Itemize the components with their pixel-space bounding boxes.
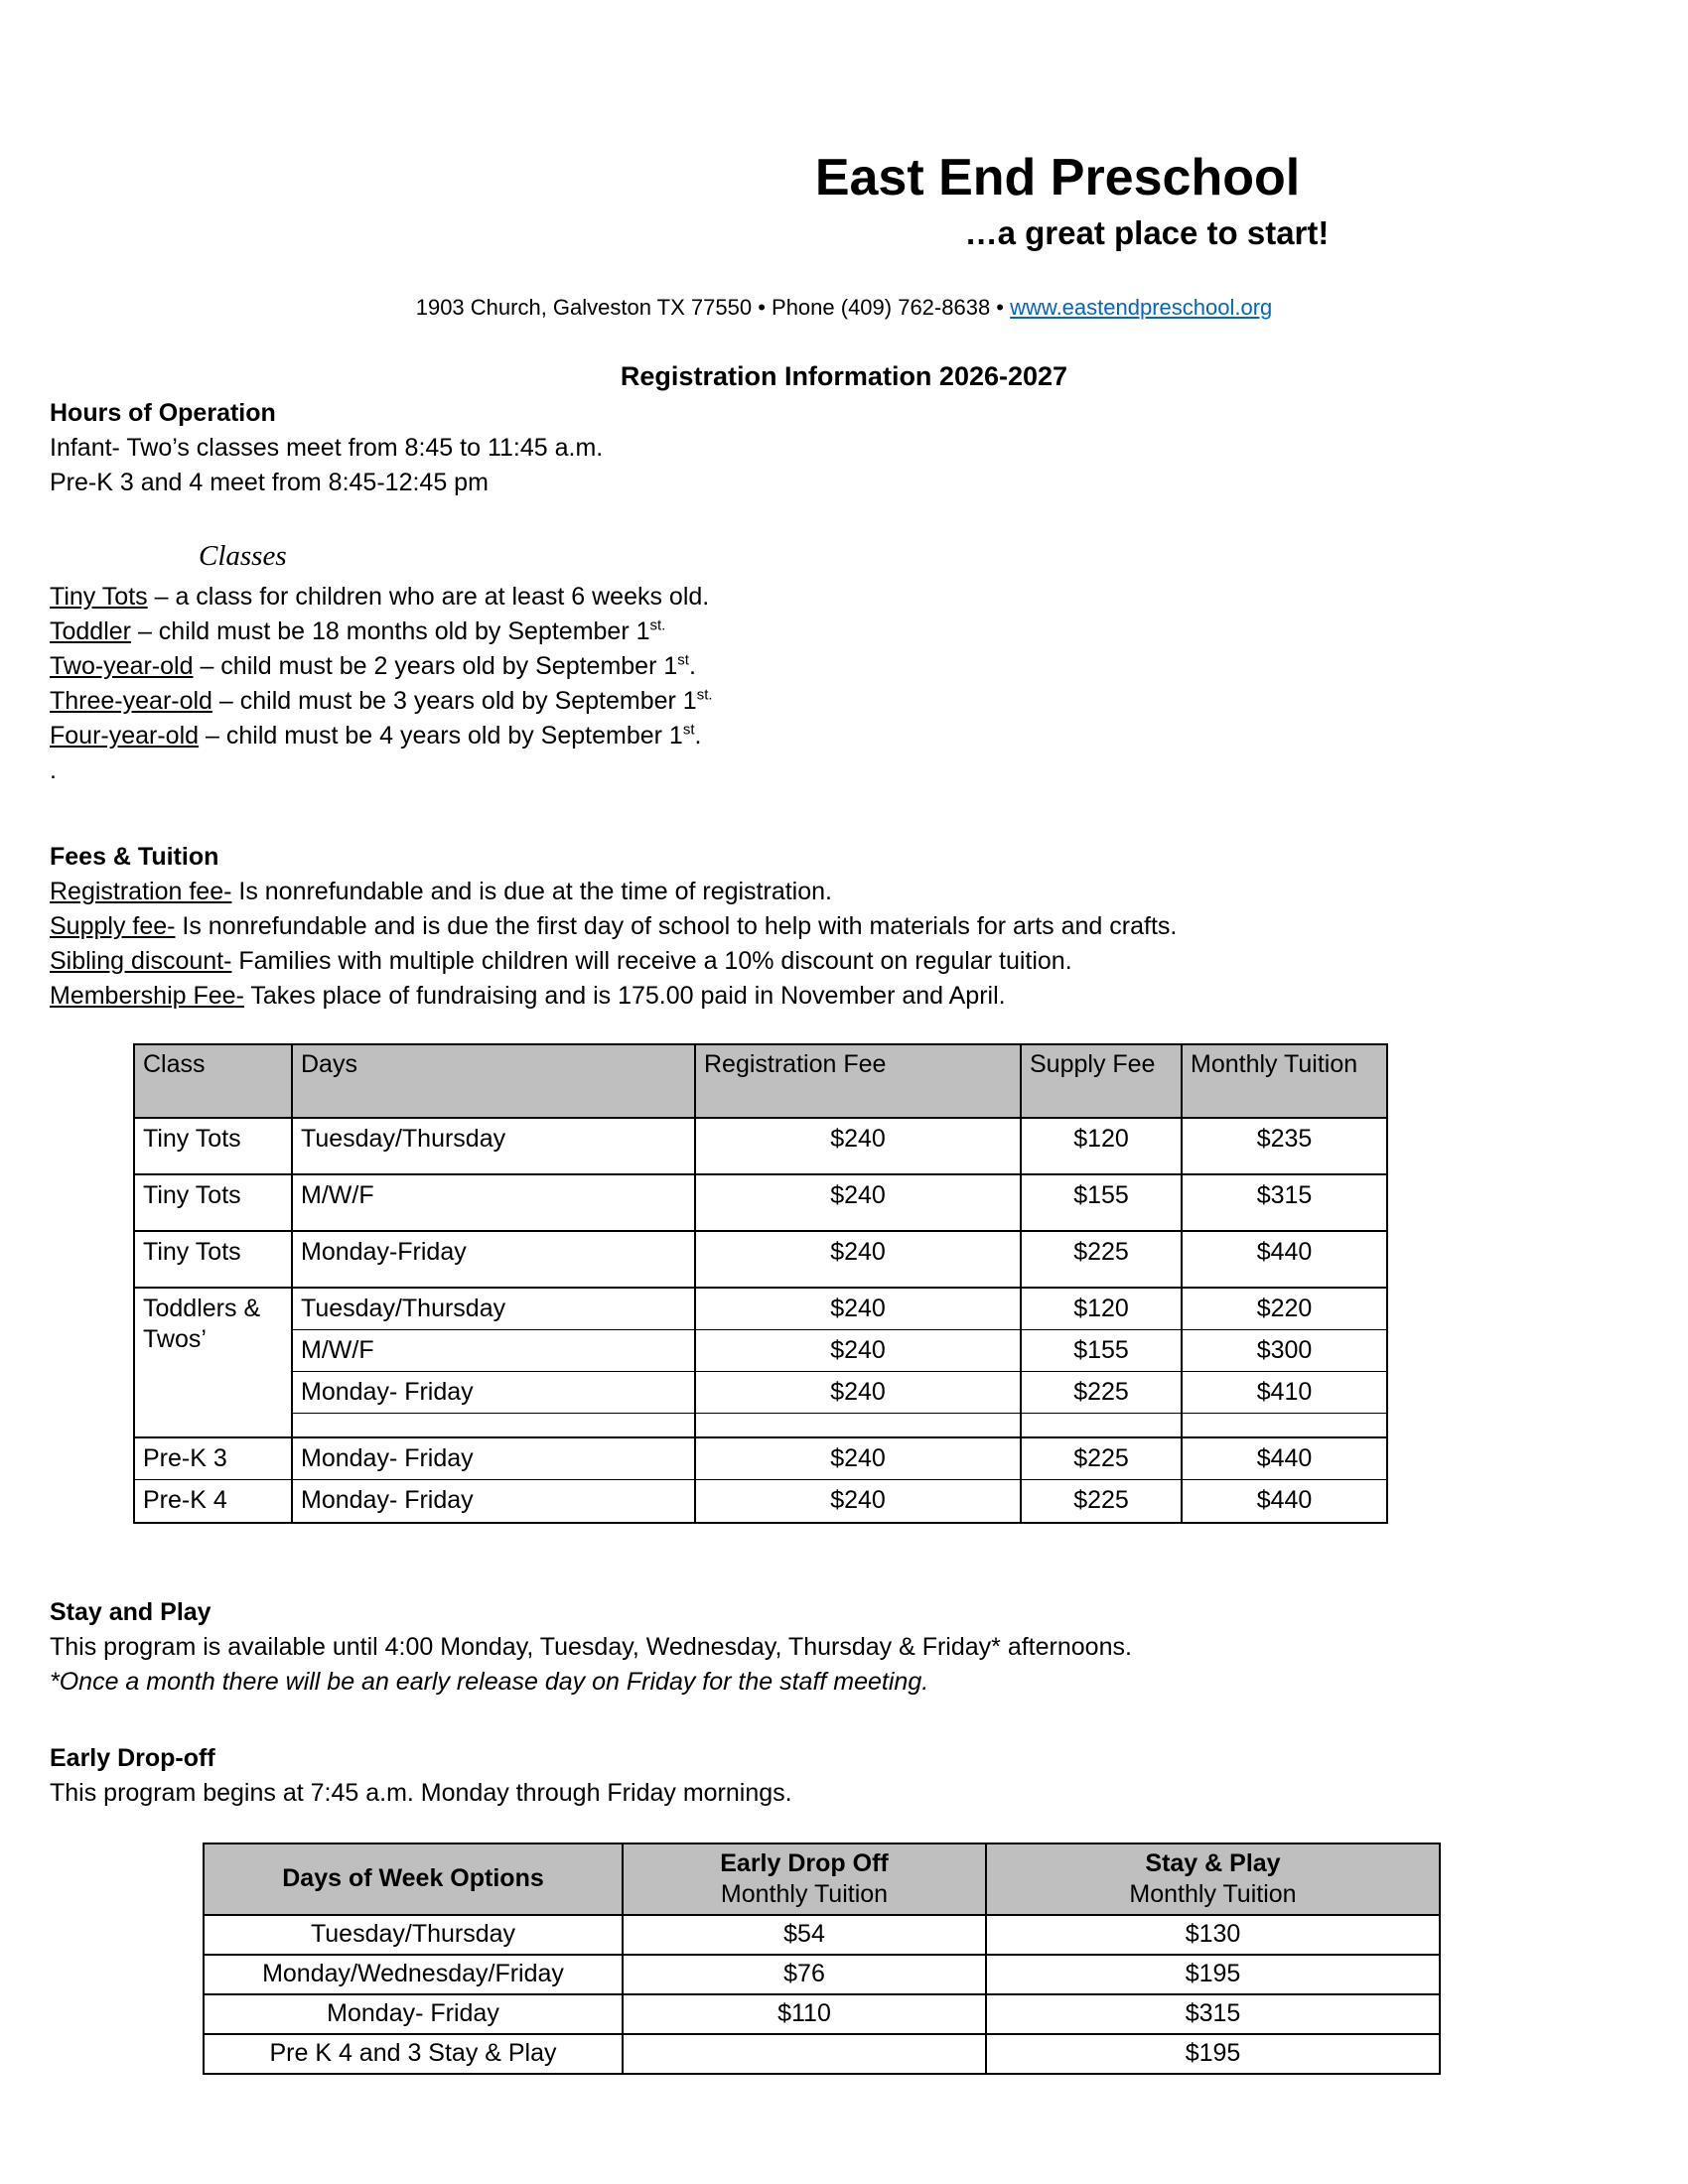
table-row <box>204 2034 1440 2074</box>
table-row <box>204 1915 1440 1955</box>
cell-registration-fee: $240 <box>695 1288 1021 1330</box>
cell-class-toddlers-twos: Toddlers & Twos’ <box>134 1288 292 1437</box>
table-spacer-row <box>134 1414 1387 1437</box>
ordinal-suffix: st <box>682 721 695 739</box>
cell-monthly-tuition: $440 <box>1182 1231 1387 1288</box>
fee-term: Registration fee- <box>50 878 232 905</box>
cell-class: Tiny Tots <box>134 1118 292 1174</box>
cell-empty <box>1021 1414 1182 1437</box>
cell-supply-fee: $225 <box>1021 1231 1182 1288</box>
cell-registration-fee: $240 <box>695 1480 1021 1523</box>
table-row <box>134 1437 1387 1480</box>
header-text: Stay & Play <box>1145 1848 1281 1877</box>
col-header-monthly-tuition: Monthly Tuition <box>1182 1044 1387 1118</box>
cell-supply-fee: $225 <box>1021 1437 1182 1480</box>
class-text: – child must be 4 years old by September 1 <box>199 722 683 750</box>
cell-empty <box>1182 1414 1387 1437</box>
fee-item-membership <box>50 979 1638 1014</box>
early-dropoff-heading: Early Drop-off <box>50 1743 215 1772</box>
cell-monthly-tuition: $235 <box>1182 1118 1387 1174</box>
website-link[interactable]: www.eastendpreschool.org <box>1010 295 1273 320</box>
fee-text: Is nonrefundable and is due at the time of registration. <box>231 878 832 905</box>
class-item-tiny-tots <box>50 580 1638 614</box>
cell-days: M/W/F <box>292 1174 695 1231</box>
cell-class: Tiny Tots <box>134 1174 292 1231</box>
cell-supply-fee: $120 <box>1021 1288 1182 1330</box>
fee-text: Is nonrefundable and is due the first day of school to help with materials for arts and crafts. <box>175 912 1178 940</box>
cell-early-dropoff-tuition: $76 <box>623 1955 986 1994</box>
hours-line-1: Infant- Two’s classes meet from 8:45 to 11:45 a.m. <box>50 434 604 462</box>
cell-monthly-tuition: $300 <box>1182 1330 1387 1372</box>
cell-stay-play-tuition: $315 <box>986 1994 1440 2034</box>
cell-days: M/W/F <box>292 1330 695 1372</box>
cell-early-dropoff-tuition: $54 <box>623 1915 986 1955</box>
fee-term: Sibling discount- <box>50 947 232 975</box>
class-term: Tiny Tots <box>50 583 148 611</box>
cell-monthly-tuition: $410 <box>1182 1372 1387 1414</box>
ordinal-suffix: st. <box>649 616 666 634</box>
address-line <box>50 294 1638 322</box>
page-title: East End Preschool <box>814 149 1301 206</box>
sched-table-header-row <box>204 1843 1440 1915</box>
table-row <box>134 1174 1387 1231</box>
cell-class: Pre-K 4 <box>134 1480 292 1523</box>
fee-item-registration <box>50 875 1638 909</box>
early-dropoff-text: This program begins at 7:45 a.m. Monday through Friday mornings. <box>50 1778 792 1807</box>
cell-registration-fee: $240 <box>695 1231 1021 1288</box>
fee-text: Families with multiple children will receive a 10% discount on regular tuition. <box>231 947 1072 975</box>
cell-class: Tiny Tots <box>134 1231 292 1288</box>
header-subtext: Monthly Tuition <box>1129 1879 1297 1908</box>
early-release-note: *Once a month there will be an early release day on Friday for the staff meeting. <box>50 1667 929 1696</box>
cell-registration-fee: $240 <box>695 1437 1021 1480</box>
fee-term: Membership Fee- <box>50 982 244 1010</box>
ordinal-suffix: st. <box>696 686 713 704</box>
cell-stay-play-tuition: $195 <box>986 2034 1440 2074</box>
table-row <box>134 1330 1387 1372</box>
col-header-supply-fee: Supply Fee <box>1021 1044 1182 1118</box>
header-text: Early Drop Off <box>720 1848 889 1877</box>
cell-stay-play-tuition: $195 <box>986 1955 1440 1994</box>
table-row <box>204 1955 1440 1994</box>
col-header-days: Days <box>292 1044 695 1118</box>
col-header-days-of-week <box>204 1843 623 1915</box>
tuition-table-header-row <box>134 1044 1387 1118</box>
cell-empty <box>292 1414 695 1437</box>
table-row <box>134 1231 1387 1288</box>
header-text: Days of Week Options <box>282 1864 544 1892</box>
class-text: – child must be 3 years old by September 1 <box>211 687 697 715</box>
cell-monthly-tuition: $440 <box>1182 1480 1387 1523</box>
ordinal-suffix: st <box>677 651 689 669</box>
col-header-registration-fee: Registration Fee <box>695 1044 1021 1118</box>
cell-days: Tuesday/Thursday <box>292 1118 695 1174</box>
fee-item-sibling-discount <box>50 944 1638 979</box>
hours-heading: Hours of Operation <box>50 399 276 427</box>
table-row <box>134 1288 1387 1330</box>
cell-days-option: Monday- Friday <box>204 1994 623 2034</box>
cell-days: Monday- Friday <box>292 1480 695 1523</box>
tagline: …a great place to start! <box>964 214 1330 251</box>
class-item-toddler <box>50 614 1638 649</box>
class-tail: . <box>694 722 702 750</box>
fees-heading: Fees & Tuition <box>50 843 219 871</box>
cell-empty <box>695 1414 1021 1437</box>
class-item-four-year-old <box>50 719 1638 753</box>
document-header <box>477 149 1638 252</box>
header-subtext: Monthly Tuition <box>720 1879 889 1908</box>
classes-heading: Classes <box>199 540 287 572</box>
tuition-table <box>133 1043 1388 1524</box>
class-tail: . <box>688 652 696 680</box>
cell-days: Monday- Friday <box>292 1437 695 1480</box>
cell-early-dropoff-tuition: $110 <box>623 1994 986 2034</box>
cell-registration-fee: $240 <box>695 1174 1021 1231</box>
cell-days-option: Pre K 4 and 3 Stay & Play <box>204 2034 623 2074</box>
stay-and-play-heading: Stay and Play <box>50 1597 211 1626</box>
cell-monthly-tuition: $220 <box>1182 1288 1387 1330</box>
cell-days-option: Monday/Wednesday/Friday <box>204 1955 623 1994</box>
cell-monthly-tuition: $440 <box>1182 1437 1387 1480</box>
cell-days: Tuesday/Thursday <box>292 1288 695 1330</box>
cell-registration-fee: $240 <box>695 1372 1021 1414</box>
fee-text: Takes place of fundraising and is 175.00 paid in November and April. <box>243 982 1006 1010</box>
cell-supply-fee: $155 <box>1021 1174 1182 1231</box>
cell-supply-fee: $225 <box>1021 1372 1182 1414</box>
col-header-stay-play <box>986 1843 1440 1915</box>
cell-supply-fee: $155 <box>1021 1330 1182 1372</box>
cell-registration-fee: $240 <box>695 1330 1021 1372</box>
fee-term: Supply fee- <box>50 912 176 940</box>
table-row <box>204 1994 1440 2034</box>
dropoff-stayplay-table <box>203 1843 1441 2075</box>
cell-days-option: Tuesday/Thursday <box>204 1915 623 1955</box>
cell-days: Monday- Friday <box>292 1372 695 1414</box>
col-header-class: Class <box>134 1044 292 1118</box>
class-term: Two-year-old <box>50 652 194 680</box>
cell-registration-fee: $240 <box>695 1118 1021 1174</box>
cell-days: Monday-Friday <box>292 1231 695 1288</box>
class-term: Toddler <box>50 617 131 645</box>
cell-supply-fee: $225 <box>1021 1480 1182 1523</box>
class-item-two-year-old <box>50 649 1638 684</box>
cell-class: Pre-K 3 <box>134 1437 292 1480</box>
cell-stay-play-tuition: $130 <box>986 1915 1440 1955</box>
table-row <box>134 1480 1387 1523</box>
address-text: 1903 Church, Galveston TX 77550 • Phone (409) 762-8638 • <box>415 295 1011 320</box>
class-text: – a class for children who are at least 6 weeks old. <box>147 583 710 611</box>
cell-early-dropoff-tuition <box>623 2034 986 2074</box>
class-term: Four-year-old <box>50 722 200 750</box>
class-term: Three-year-old <box>50 687 212 715</box>
cell-supply-fee: $120 <box>1021 1118 1182 1174</box>
table-row <box>134 1372 1387 1414</box>
cell-monthly-tuition: $315 <box>1182 1174 1387 1231</box>
stay-and-play-text: This program is available until 4:00 Monday, Tuesday, Wednesday, Thursday & Friday* afternoons. <box>50 1632 1132 1661</box>
stray-period: . <box>50 756 57 784</box>
col-header-early-dropoff <box>623 1843 986 1915</box>
class-text: – child must be 18 months old by September 1 <box>131 617 650 645</box>
class-item-three-year-old <box>50 684 1638 719</box>
registration-heading: Registration Information 2026-2027 <box>620 361 1068 391</box>
fee-item-supply <box>50 909 1638 944</box>
class-text: – child must be 2 years old by September 1 <box>193 652 678 680</box>
table-row <box>134 1118 1387 1174</box>
hours-line-2: Pre-K 3 and 4 meet from 8:45-12:45 pm <box>50 469 489 496</box>
